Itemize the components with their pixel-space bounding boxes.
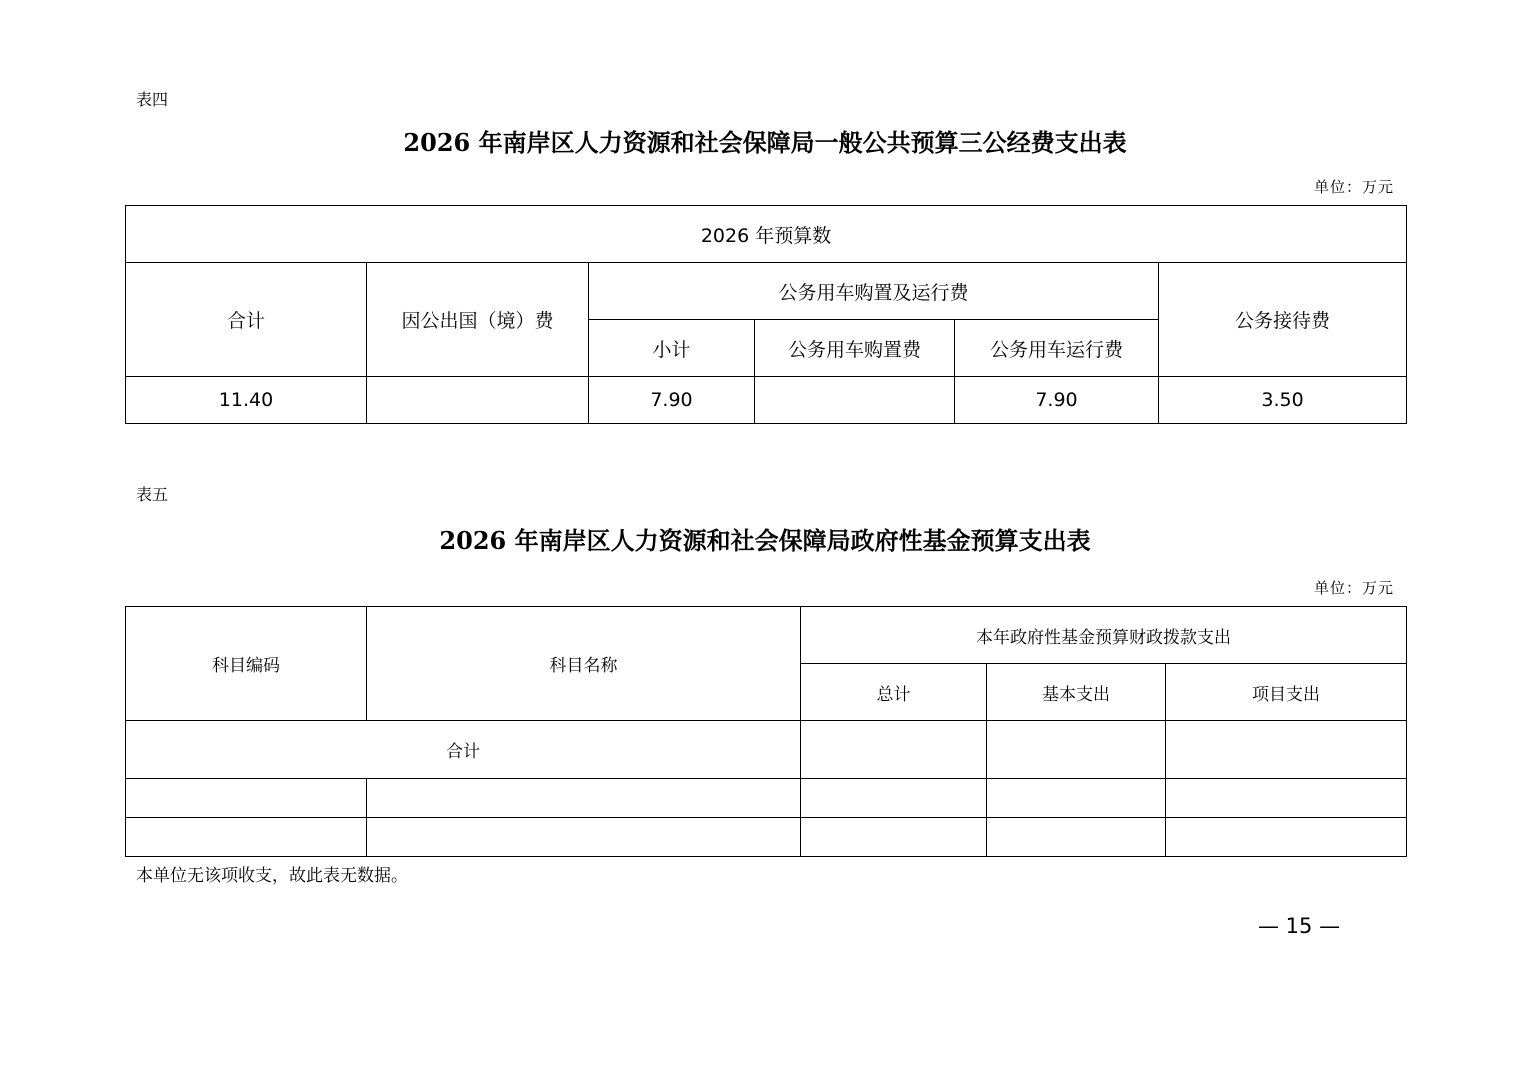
- table4-col-operation: 公务用车运行费: [955, 320, 1159, 377]
- table4-value-total: 11.40: [126, 377, 367, 424]
- table5-col-group: 本年政府性基金预算财政拨款支出: [801, 607, 1407, 664]
- table4-col-vehicle-group: 公务用车购置及运行费: [589, 263, 1159, 320]
- table4-value-purchase: [755, 377, 955, 424]
- table4: [125, 205, 1407, 424]
- table5-cell: [1166, 721, 1407, 779]
- table5-cell: [987, 779, 1166, 818]
- table5-note: 本单位无该项收支，故此表无数据。: [136, 866, 408, 886]
- table5-cell: [987, 818, 1166, 857]
- table5-title: 2026 年南岸区人力资源和社会保障局政府性基金预算支出表: [439, 526, 1091, 555]
- table-row: [126, 779, 1407, 818]
- table5-cell: [801, 779, 987, 818]
- table-row: [126, 818, 1407, 857]
- table5-cell: [367, 818, 801, 857]
- table5-cell: [367, 779, 801, 818]
- table4-value-abroad: [367, 377, 589, 424]
- table4-value-subtotal: 7.90: [589, 377, 755, 424]
- table4-col-subtotal: 小计: [589, 320, 755, 377]
- table4-col-abroad: 因公出国（境）费: [367, 263, 589, 377]
- table4-col-total: 合计: [126, 263, 367, 377]
- table4-col-reception: 公务接待费: [1159, 263, 1407, 377]
- table5-cell: [801, 818, 987, 857]
- table5-cell: [987, 721, 1166, 779]
- table5-label: 表五: [136, 485, 169, 504]
- table5-col-name: 科目名称: [367, 607, 801, 721]
- table5-unit: 单位：万元: [1313, 579, 1394, 597]
- table4-title: 2026 年南岸区人力资源和社会保障局一般公共预算三公经费支出表: [403, 128, 1127, 157]
- table4-label: 表四: [136, 90, 169, 109]
- table5-cell: [126, 818, 367, 857]
- table4-header-top: 2026 年预算数: [126, 206, 1407, 263]
- table5: [125, 606, 1407, 857]
- table4-col-purchase: 公务用车购置费: [755, 320, 955, 377]
- table5-col-basic: 基本支出: [987, 664, 1166, 721]
- table-row: [126, 377, 1407, 424]
- table5-col-code: 科目编码: [126, 607, 367, 721]
- table-row: [126, 721, 1407, 779]
- table4-unit: 单位：万元: [1313, 178, 1394, 196]
- table5-cell: [1166, 779, 1407, 818]
- table5-col-project: 项目支出: [1166, 664, 1407, 721]
- table5-cell: [126, 779, 367, 818]
- table5-cell: [801, 721, 987, 779]
- table4-value-operation: 7.90: [955, 377, 1159, 424]
- table5-row-total-label: 合计: [126, 721, 801, 779]
- page-number: — 15 —: [1258, 914, 1341, 938]
- table5-cell: [1166, 818, 1407, 857]
- table5-col-total: 总计: [801, 664, 987, 721]
- table4-value-reception: 3.50: [1159, 377, 1407, 424]
